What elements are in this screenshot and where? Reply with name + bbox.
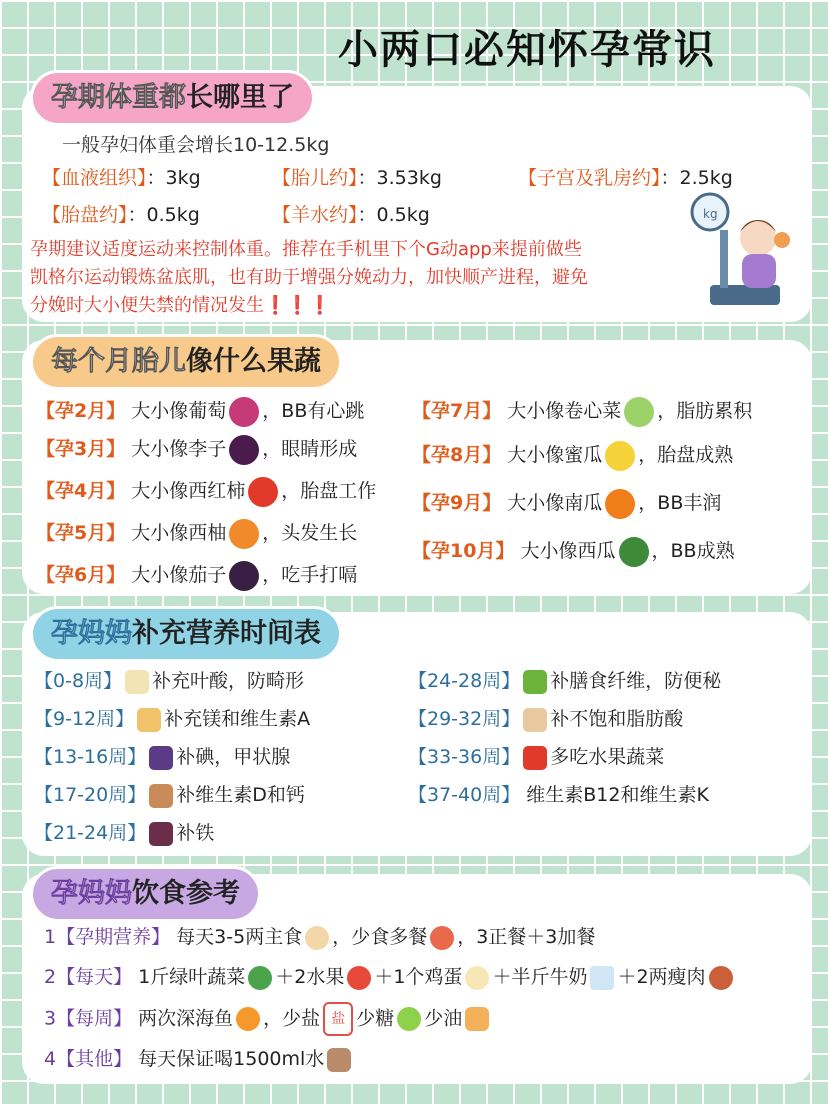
fruit-icon xyxy=(229,561,259,591)
egg-icon xyxy=(465,966,489,990)
supplement-icon xyxy=(149,822,173,846)
diet-row-2: 2【每天】 1斤绿叶蔬菜 ＋2水果 ＋1个鸡蛋 ＋半斤牛奶 ＋2两瘦肉 xyxy=(44,962,736,990)
water-cup-icon xyxy=(327,1048,351,1072)
weight-item-uterus: 【子宫及乳房约】：2.5kg xyxy=(518,167,733,189)
weight-item-blood: 【血液组织】：3kg xyxy=(42,167,201,189)
supplement-icon xyxy=(523,708,547,732)
diet-row-1: 1【孕期营养】 每天3-5两主食 ，少食多餐 ，3正餐＋3加餐 xyxy=(44,926,596,948)
nutrition-heading-b: 补充营养时间表 xyxy=(132,618,321,649)
fish-icon xyxy=(236,1007,260,1031)
weight-tip-line-2: 凯格尔运动锻炼盆底肌，也有助于增强分娩动力，加快顺产进程，避免 xyxy=(30,267,588,288)
page-title: 小两口必知怀孕常识 xyxy=(338,27,716,73)
fruit-icon xyxy=(248,477,278,507)
right-row: 【孕9月】 大小像南瓜 ，BB丰润 xyxy=(412,488,721,519)
diet-heading-b: 饮食参考 xyxy=(132,878,240,909)
fruit-icon xyxy=(605,489,635,519)
milk-icon xyxy=(590,966,614,990)
diet-row-3: 3【每周】 两次深海鱼 ，少盐 盐 少糖 少油 xyxy=(44,1002,492,1036)
supplement-icon xyxy=(523,746,547,770)
fruit-icon xyxy=(229,435,259,465)
oil-bottle-icon xyxy=(465,1007,489,1031)
left-row: 【孕2月】 大小像葡萄 ，BB有心跳 xyxy=(36,396,364,427)
supplement-icon xyxy=(137,708,161,732)
right-row: 【孕7月】 大小像卷心菜 ，脂肪累积 xyxy=(412,396,752,427)
nutrition-right-row: 【37-40周】 维生素B12和维生素K xyxy=(408,784,709,806)
meat-icon xyxy=(709,966,733,990)
scale-kg-label: kg xyxy=(703,207,718,221)
left-row: 【孕6月】 大小像茄子 ，吃手打嗝 xyxy=(36,560,357,591)
weight-heading-a: 孕期体重都 xyxy=(51,82,186,113)
nutrition-left-row: 【0-8周】 补充叶酸，防畸形 xyxy=(34,670,305,692)
diet-heading-a: 孕妈妈 xyxy=(51,878,132,909)
nutrition-heading xyxy=(30,606,342,662)
scale-illustration xyxy=(690,190,795,310)
supplement-icon xyxy=(523,670,547,694)
left-row: 【孕4月】 大小像西红柿 ，胎盘工作 xyxy=(36,476,376,507)
nutrition-left-row: 【9-12周】 补充镁和维生素A xyxy=(34,708,311,730)
nutrition-right-row: 【24-28周】 补膳食纤维，防便秘 xyxy=(408,670,722,692)
nutrition-left-row: 【21-24周】 补铁 xyxy=(34,822,215,844)
tomato-icon xyxy=(347,966,371,990)
diet-heading xyxy=(30,866,261,922)
fruit-icon xyxy=(605,441,635,471)
fruit-heading xyxy=(30,334,342,390)
fruit-heading-a: 每个月胎儿 xyxy=(51,346,186,377)
weight-heading-b: 长哪里了 xyxy=(186,82,294,113)
fruit-icon xyxy=(624,397,654,427)
weight-item-placenta: 【胎盘约】：0.5kg xyxy=(42,204,200,226)
supplement-icon xyxy=(149,784,173,808)
left-row: 【孕3月】 大小像李子 ，眼睛形成 xyxy=(36,434,357,465)
weight-tip-line-3: 分娩时大小便失禁的情况发生❗❗❗ xyxy=(30,295,332,316)
rice-bowl-icon xyxy=(305,926,329,950)
weight-heading xyxy=(30,70,315,126)
broccoli-icon xyxy=(248,966,272,990)
fruit-icon xyxy=(229,519,259,549)
nutrition-right-row: 【33-36周】 多吃水果蔬菜 xyxy=(408,746,665,768)
nutrition-left-row: 【17-20周】 补维生素D和钙 xyxy=(34,784,305,806)
salt-jar-icon: 盐 xyxy=(323,1002,353,1036)
left-row: 【孕5月】 大小像西柚 ，头发生长 xyxy=(36,518,357,549)
weight-item-amniotic: 【羊水约】：0.5kg xyxy=(272,204,430,226)
supplement-icon xyxy=(149,746,173,770)
candy-icon xyxy=(397,1007,421,1031)
weight-tip-line-1: 孕期建议适度运动来控制体重。推荐在手机里下个G动app来提前做些 xyxy=(30,239,582,260)
weight-intro: 一般孕妇体重会增长10-12.5kg xyxy=(62,134,330,156)
diet-row-4: 4【其他】 每天保证喝1500ml水 xyxy=(44,1044,354,1072)
nutrition-heading-a: 孕妈妈 xyxy=(51,618,132,649)
right-row: 【孕10月】 大小像西瓜 ，BB成熟 xyxy=(412,536,735,567)
fruit-heading-b: 像什么果蔬 xyxy=(186,346,321,377)
weight-item-fetus: 【胎儿约】：3.53kg xyxy=(272,167,442,189)
right-row: 【孕8月】 大小像蜜瓜 ，胎盘成熟 xyxy=(412,440,733,471)
nutrition-left-row: 【13-16周】 补碘，甲状腺 xyxy=(34,746,291,768)
nutrition-right-row: 【29-32周】 补不饱和脂肪酸 xyxy=(408,708,684,730)
food-plate-icon xyxy=(430,926,454,950)
fruit-icon xyxy=(619,537,649,567)
fruit-icon xyxy=(229,397,259,427)
supplement-icon xyxy=(125,670,149,694)
